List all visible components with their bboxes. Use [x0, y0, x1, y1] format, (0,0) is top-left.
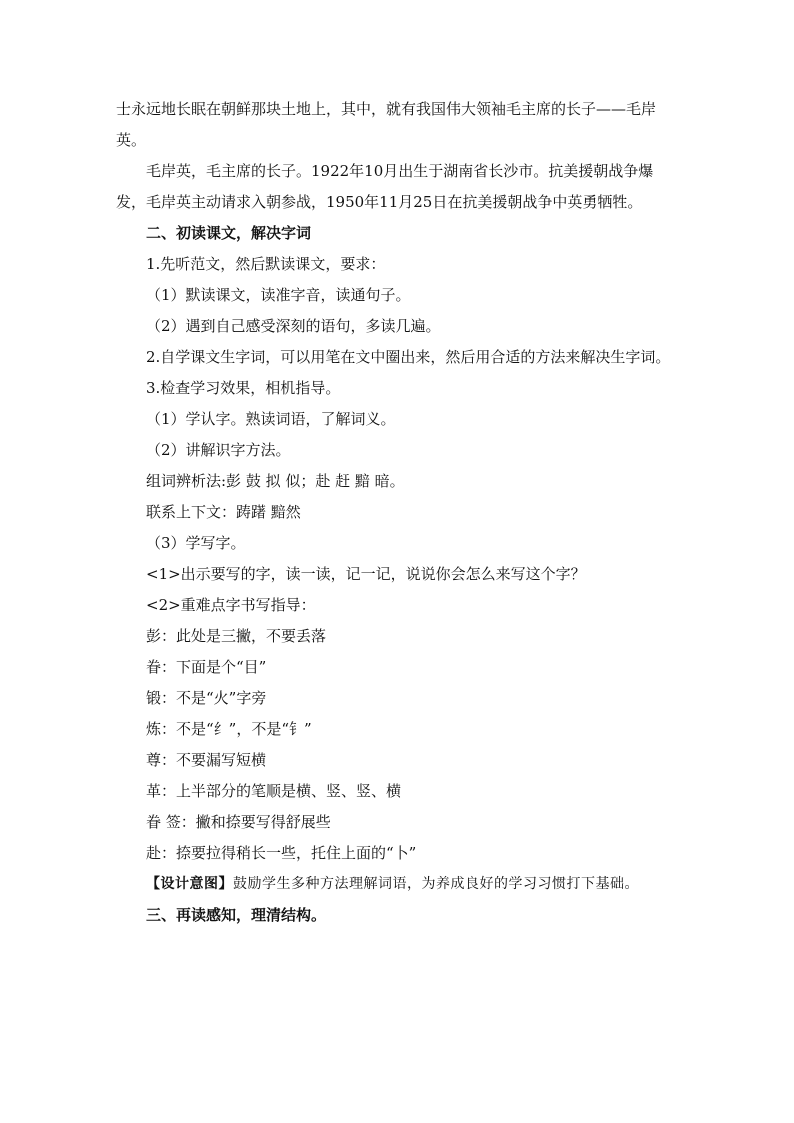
paragraph: 赴：捺要拉得稍长一些，托住上面的“卜” — [146, 844, 417, 862]
section-heading: 三、再读感知，理清结构。 — [146, 906, 327, 924]
paragraph: 革：上半部分的笔顺是横、竖、竖、横 — [146, 782, 402, 800]
paragraph-list — [116, 94, 682, 869]
paragraph: （3）学写字。 — [146, 534, 246, 552]
paragraph: 3.检查学习效果，相机指导。 — [146, 379, 341, 397]
document-body — [116, 94, 682, 931]
paragraph: 士永远地长眠在朝鲜那块土地上，其中，就有我国伟大领袖毛主席的长子——毛岸英。 — [116, 100, 657, 149]
paragraph: 炼：不是“纟”，不是“钅” — [146, 720, 312, 738]
paragraph: （1）默读课文，读准字音，读通句子。 — [146, 286, 411, 304]
paragraph: 锻：不是“火”字旁 — [146, 689, 267, 707]
paragraph: 尊：不要漏写短横 — [146, 751, 267, 769]
paragraph: 2.自学课文生字词，可以用笔在文中圈出来，然后用合适的方法来解决生字词。 — [146, 348, 671, 366]
paragraph: 1.先听范文，然后默读课文，要求： — [146, 255, 386, 273]
paragraph: <2>重难点字书写指导： — [146, 596, 316, 614]
design-note-tag: 【设计意图】 — [146, 876, 233, 892]
design-note — [116, 869, 682, 900]
paragraph: （2）遇到自己感受深刻的语句，多读几遍。 — [146, 317, 441, 335]
design-note-text: 鼓励学生多种方法理解词语，为养成良好的学习习惯打下基础。 — [233, 876, 639, 892]
paragraph: 毛岸英，毛主席的长子。1922年10月出生于湖南省长沙市。抗美援朝战争爆发，毛岸英主动请求入朝参战，1950年11月25日在抗美援朝战争中英勇牺牲。 — [116, 162, 654, 211]
paragraph: 眷：下面是个“目” — [146, 658, 267, 676]
paragraph: 彭：此处是三撇，不要丢落 — [146, 627, 327, 645]
paragraph: （2）讲解识字方法。 — [146, 441, 291, 459]
section-heading: 二、初读课文，解决字词 — [146, 224, 312, 242]
paragraph: 眷 签：撇和捺要写得舒展些 — [146, 813, 331, 831]
paragraph: 联系上下文：踌躇 黯然 — [146, 503, 301, 521]
paragraph: （1）学认字。熟读词语，了解词义。 — [146, 410, 396, 428]
paragraph: 组词辨析法:彭 鼓 拟 似；赴 赶 黯 暗。 — [146, 472, 405, 490]
paragraph: <1>出示要写的字，读一读，记一记，说说你会怎么来写这个字？ — [146, 565, 586, 583]
